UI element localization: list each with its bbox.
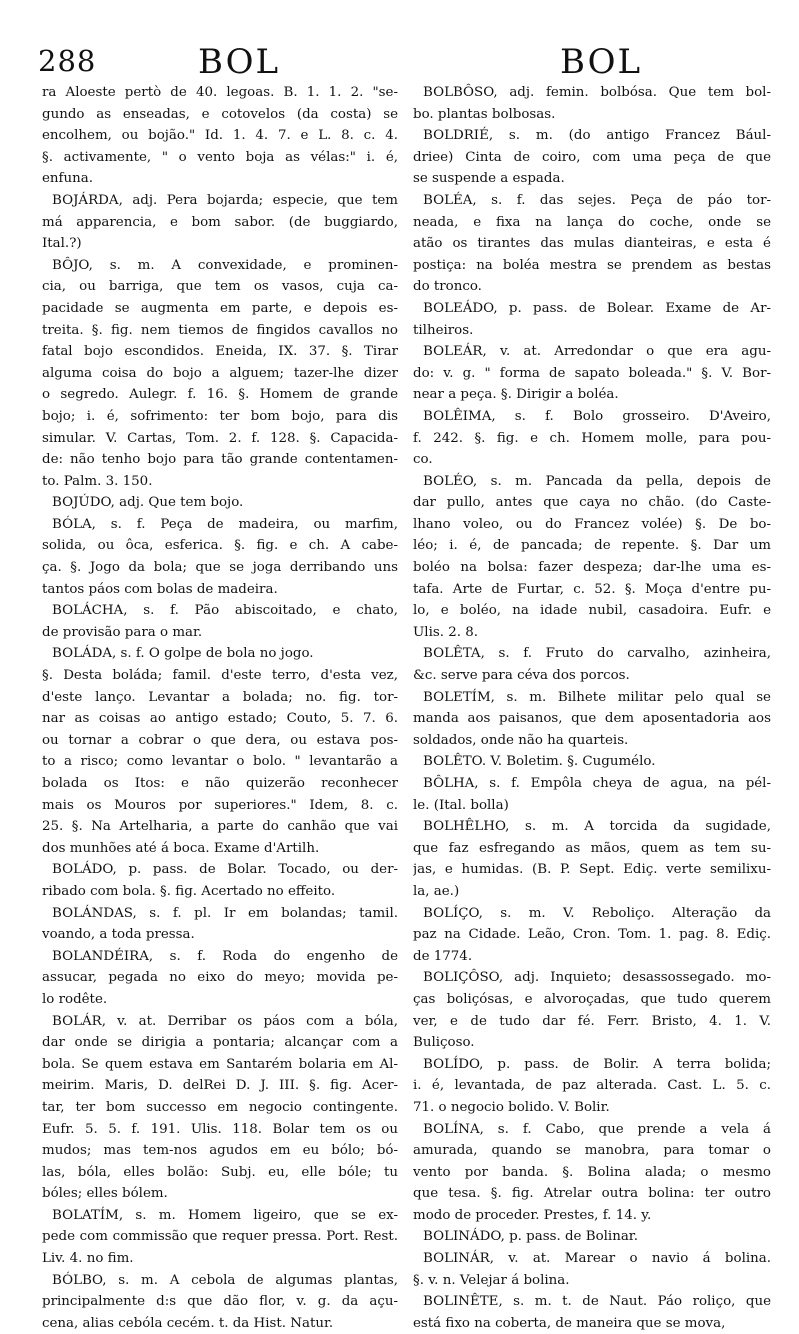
text-line: se suspende a espada.	[413, 171, 565, 187]
text-line: boléo na bolsa: fazer despeza; dar-lhe uma es-	[413, 560, 771, 576]
text-line: BÓLBO, s. m. A cebola de algumas plantas,	[52, 1272, 398, 1288]
text-line: §. Desta boláda; famil. d'este terro, d'esta vez,	[42, 668, 398, 684]
text-line: lhano voleo, ou do Francez volée) §. De bo-	[413, 516, 771, 532]
text-line: BOLEÁR, v. at. Arredondar o que era agu-	[423, 344, 771, 360]
text-line: tilheiros.	[413, 322, 474, 338]
text-line: BOJÁRDA, adj. Pera bojarda; especie, que tem	[52, 192, 398, 208]
text-line: gundo as enseadas, e cotovelos (da costa) se	[42, 106, 398, 122]
text-line: está fixo na coberta, de maneira que se mova,	[413, 1315, 726, 1331]
text-line: BOLÁDA, s. f. O golpe de bola no jogo.	[52, 646, 314, 662]
text-line: vento por banda. §. Bolina alada; o mesmo	[413, 1164, 771, 1180]
text-line: bola. Se quem estava em Santarém bolaria em Al-	[42, 1056, 398, 1072]
text-line: encolhem, ou bojão." Id. 1. 4. 7. e L. 8. c. 4.	[42, 128, 398, 144]
text-line: neada, e fixa na lança do coche, onde se	[413, 214, 771, 230]
text-line: BOLINÊTE, s. m. t. de Naut. Páo roliço, que	[423, 1294, 771, 1310]
text-line: assucar, pegada no eixo do meyo; movida pe-	[42, 970, 398, 986]
text-line: que tesa. §. fig. Atrelar outra bolina: ter outro	[413, 1186, 771, 1202]
text-line: BOJÚDO, adj. Que tem bojo.	[52, 495, 244, 511]
text-line: de 1774.	[413, 948, 473, 964]
text-line: BOLÊTO. V. Boletim. §. Cugumélo.	[423, 754, 656, 770]
text-line: d'este lanço. Levantar a bolada; no. fig. tor-	[42, 689, 398, 705]
text-line: BOLÁCHA, s. f. Pão abiscoitado, e chato,	[52, 603, 398, 619]
text-line: Eufr. 5. 5. f. 191. Ulis. 118. Bolar tem os ou	[42, 1121, 398, 1137]
right-running-title: BOL	[560, 42, 643, 82]
text-line: pede com commissão que requer pressa. Port. Rest.	[42, 1229, 398, 1245]
text-line: ça. §. Jogo da bola; que se joga derribando uns	[42, 560, 398, 576]
text-line: Ital.?)	[42, 236, 82, 252]
text-line: ra Aloeste pertò de 40. legoas. B. 1. 1. 2. "se-	[42, 85, 398, 100]
right-column	[413, 82, 771, 1334]
text-line: BOLINÁR, v. at. Marear o navio á bolina.	[423, 1251, 771, 1267]
text-line: BÔLHA, s. f. Empôla cheya de agua, na pél-	[423, 776, 771, 791]
text-line: mudos; mas tem-nos agudos em eu bólo; bó-	[42, 1143, 398, 1159]
text-line: lo, e boléo, na idade nubil, casadoira. Eufr. e	[413, 603, 771, 619]
text-line: paz na Cidade. Leão, Cron. Tom. 1. pag. 8. Ediç.	[413, 927, 771, 943]
text-line: &c. serve para céva dos porcos.	[413, 668, 630, 684]
text-line: BOLETÍM, s. m. Bilhete militar pelo qual se	[423, 689, 771, 705]
text-line: BÓLA, s. f. Peça de madeira, ou marfim,	[52, 516, 398, 532]
text-line: tar, ter bom successo em negocio contingente.	[42, 1099, 398, 1115]
text-line: enfuna.	[42, 171, 93, 187]
text-line: voando, a toda pressa.	[42, 927, 195, 943]
text-line: bojo; i. é, sofrimento: ter bom bojo, para dis	[42, 408, 398, 424]
text-line: la, ae.)	[413, 883, 460, 899]
text-line: BOLATÍM, s. m. Homem ligeiro, que se ex-	[52, 1207, 398, 1223]
text-line: léo; i. é, de pancada; de repente. §. Dar um	[413, 538, 771, 554]
text-line: BOLÉO, s. m. Pancada da pella, depois de	[423, 473, 771, 489]
text-line: ribado com bola. §. fig. Acertado no effeito.	[42, 883, 336, 899]
text-line: jas, e humidas. (B. P. Sept. Ediç. verte semilixu-	[413, 862, 771, 878]
text-line: de provisão para o mar.	[42, 624, 203, 640]
text-line: do: v. g. " forma de sapato boleada." §. V. Bor-	[413, 365, 771, 381]
text-line: BOLHÊLHO, s. m. A torcida da sugidade,	[423, 819, 771, 835]
text-line: ver, e de tudo dar fé. Ferr. Bristo, 4. 1. V.	[413, 1013, 771, 1029]
text-line: nar as coisas ao antigo estado; Couto, 5. 7. 6.	[42, 711, 398, 727]
text-line: BOLBÔSO, adj. femin. bolbósa. Que tem bol-	[423, 85, 771, 100]
text-line: bolada os Itos: e não quizerão reconhecer	[42, 776, 398, 791]
text-line: atão os tirantes das mulas dianteiras, e esta é	[413, 236, 771, 252]
text-line: modo de proceder. Prestes, f. 14. y.	[413, 1207, 652, 1223]
text-line: meirim. Maris, D. delRei D. J. III. §. fig. Acer-	[42, 1078, 398, 1094]
text-line: driee) Cinta de coiro, com uma peça de que	[413, 149, 771, 165]
text-line: cia, ou barriga, que tem os vasos, cuja ca-	[42, 279, 398, 295]
text-line: treita. §. fig. nem tiemos de fingidos cavallos no	[42, 322, 398, 338]
text-line: BOLÍÇO, s. m. V. Reboliço. Alteração da	[423, 905, 771, 921]
text-line: Ulis. 2. 8.	[413, 624, 479, 640]
text-line: to a risco; como levantar o bolo. " levantarão a	[42, 754, 398, 770]
text-line: BOLÁDO, p. pass. de Bolar. Tocado, ou der-	[52, 862, 398, 878]
text-line: BOLÁNDAS, s. f. pl. Ir em bolandas; tamil.	[52, 905, 398, 921]
text-line: BOLÍNA, s. f. Cabo, que prende a vela á	[423, 1121, 771, 1137]
text-line: §. activamente, " o vento boja as vélas:" i. é,	[42, 149, 398, 165]
text-line: BOLÊTA, s. f. Fruto do carvalho, azinheira,	[423, 646, 771, 662]
text-line: le. (Ital. bolla)	[413, 797, 509, 813]
text-line: solida, ou ôca, esferica. §. fig. e ch. A cabe-	[42, 538, 398, 554]
text-line: o segredo. Aulegr. f. 16. §. Homem de grande	[42, 387, 398, 403]
text-line: §. v. n. Velejar á bolina.	[413, 1272, 570, 1288]
text-line: to. Palm. 3. 150.	[42, 473, 153, 489]
text-line: BOLÉA, s. f. das sejes. Peça de páo tor-	[423, 192, 771, 208]
page-number: 288	[38, 44, 97, 78]
text-line: má apparencia, e bom sabor. (de buggiardo,	[42, 214, 398, 230]
text-line: alguma coisa do bojo a alguem; tazer-lhe dizer	[42, 365, 398, 381]
text-line: BOLÊIMA, s. f. Bolo grosseiro. D'Aveiro,	[423, 408, 771, 424]
text-line: dar pullo, antes que caya no chão. (do Caste-	[413, 495, 771, 511]
text-line: Buliçoso.	[413, 1035, 475, 1051]
text-line: i. é, levantada, de paz alterada. Cast. L. 5. c.	[413, 1078, 771, 1094]
text-line: co.	[413, 452, 433, 468]
text-line: las, bóla, elles bolão: Subj. eu, elle bóle; tu	[42, 1164, 398, 1180]
text-line: que faz esfregando as mãos, quem as tem su-	[413, 840, 771, 856]
text-line: f. 242. §. fig. e ch. Homem molle, para pou-	[413, 430, 771, 446]
text-line: lo rodête.	[42, 991, 108, 1007]
text-line: do tronco.	[413, 279, 482, 295]
text-line: BOLÁR, v. at. Derribar os páos com a bóla,	[52, 1013, 398, 1029]
text-line: postiça: na boléa mestra se prendem as bestas	[413, 257, 771, 273]
text-line: dos munhões até á boca. Exame d'Artilh.	[42, 840, 320, 856]
text-line: bo. plantas bolbosas.	[413, 106, 556, 122]
text-line: principalmente d:s que dão flor, v. g. da açu-	[42, 1294, 398, 1310]
text-line: BOLIÇÔSO, adj. Inquieto; desassossegado. mo-	[423, 970, 771, 986]
left-column	[42, 82, 398, 1334]
text-line: near a peça. §. Dirigir a boléa.	[413, 387, 619, 403]
text-line: ças boliçósas, e alvoroçadas, que tudo querem	[413, 991, 771, 1007]
text-line: ou tornar a cobrar o que dera, ou estava pos-	[42, 732, 398, 748]
text-line: 71. o negocio bolido. V. Bolir.	[413, 1099, 610, 1115]
running-header	[0, 38, 799, 88]
text-line: pacidade se augmenta em parte, e depois es-	[42, 300, 398, 316]
text-line: tafa. Arte de Furtar, c. 52. §. Moça d'entre pu-	[413, 581, 771, 597]
text-line: BÔJO, s. m. A convexidade, e prominen-	[52, 257, 398, 273]
text-line: de: não tenho bojo para tão grande contentamen-	[42, 452, 398, 468]
text-line: bóles; elles bólem.	[42, 1186, 168, 1202]
text-line: BOLANDÉIRA, s. f. Roda do engenho de	[52, 948, 398, 964]
text-line: BOLINÁDO, p. pass. de Bolinar.	[423, 1229, 638, 1245]
text-line: soldados, onde não ha quarteis.	[413, 732, 629, 748]
text-line: manda aos paisanos, que dem aposentadoria aos	[413, 711, 771, 727]
left-running-title: BOL	[198, 42, 281, 82]
text-line: BOLEÁDO, p. pass. de Bolear. Exame de Ar-	[423, 300, 771, 316]
text-line: fatal bojo escondidos. Eneida, IX. 37. §. Tirar	[42, 344, 398, 360]
text-line: dar onde se dirigia a pontaria; alcançar com a	[42, 1035, 398, 1051]
text-line: tantos páos com bolas de madeira.	[42, 581, 278, 597]
text-line: simular. V. Cartas, Tom. 2. f. 128. §. Capacida-	[42, 430, 398, 446]
text-line: mais os Mouros por superiores." Idem, 8. c.	[42, 797, 398, 813]
text-line: amurada, quando se manobra, para tomar o	[413, 1143, 771, 1159]
text-line: cena, alias cebóla cecém. t. da Hist. Natur.	[42, 1315, 334, 1331]
text-line: BOLDRIÉ, s. m. (do antigo Francez Bául-	[423, 128, 771, 144]
text-line: 25. §. Na Artelharia, a parte do canhão que vai	[42, 819, 398, 835]
text-line: BOLÍDO, p. pass. de Bolir. A terra bolida;	[423, 1056, 771, 1072]
text-line: Liv. 4. no fim.	[42, 1251, 134, 1267]
